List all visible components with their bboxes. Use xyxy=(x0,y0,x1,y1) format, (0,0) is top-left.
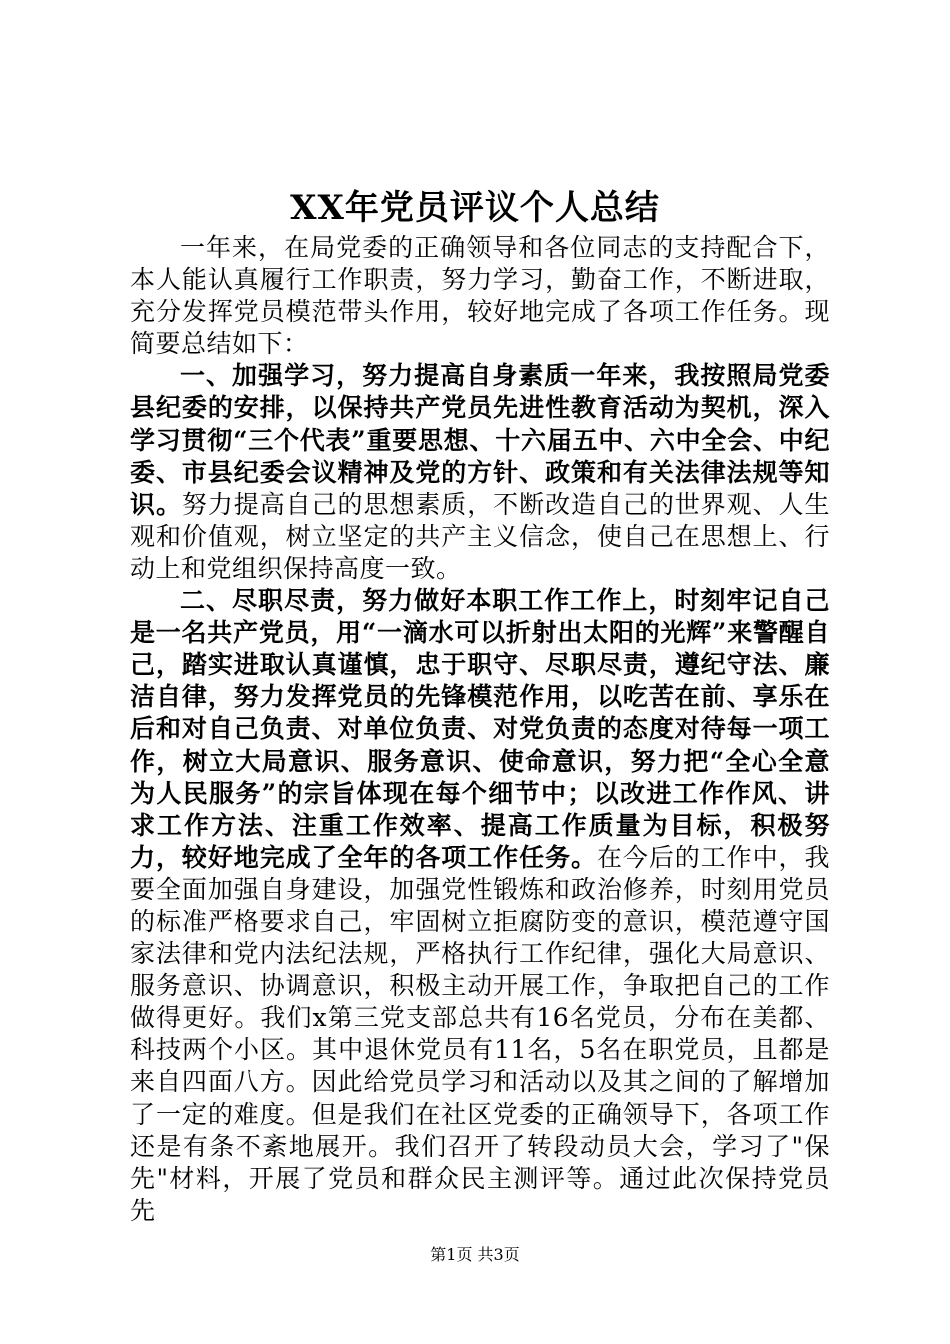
paragraph-text: 努力提高自己的思想素质，不断改造自己的世界观、人生观和价值观，树立坚定的共产主义信念，使自己在思想上、行动上和党组织保持高度一致。 xyxy=(130,489,830,583)
page-number-footer: 第1页 共3页 xyxy=(430,1245,520,1264)
paragraph-lead: 一、加强学习，努力提高自身素质一年来，我按照局党委县纪委的安排，以保持共产党员先进性教育活动为契机，深入学习贯彻“三个代表”重要思想、十六届五中、六中全会、中纪委、市县纪委会议精神及党的方针、政策和有关法律法规等知识。 xyxy=(130,361,830,519)
paragraph-text: 一年来，在局党委的正确领导和各位同志的支持配合下，本人能认真履行工作职责，努力学习，勤奋工作，不断进取，充分发挥党员模范带头作用，较好地完成了各项工作任务。现简要总结如下： xyxy=(130,233,830,359)
paragraph-intro xyxy=(130,232,830,360)
paragraph-text: 在今后的工作中，我要全面加强自身建设，加强党性锻炼和政治修养，时刻用党员的标准严格要求自己，牢固树立拒腐防变的意识，模范遵守国家法律和党内法纪法规，严格执行工作纪律，强化大局意识、服务意识、协调意识，积极主动开展工作，争取把自己的工作做得更好。我们x第三党支部总共有16名党员，分布在美都、科技两个小区。其中退休党员有11名，5名在职党员，且都是来自四面八方。因此给党员学习和活动以及其之间的了解增加了一定的难度。但是我们在社区党委的正确领导下，各项工作还是有条不紊地展开。我们召开了转段动员大会，学习了"保先"材料，开展了党员和群众民主测评等。通过此次保持党员先 xyxy=(130,842,830,1225)
document-body xyxy=(130,232,830,1227)
document-title: XX年党员评议个人总结 xyxy=(290,188,660,228)
paragraph-lead: 二、尽职尽责，努力做好本职工作工作上，时刻牢记自己是一名共产党员，用“一滴水可以折射出太阳的光辉”来警醒自己，踏实进取认真谨慎，忠于职守、尽职尽责，遵纪守法、廉洁自律，努力发挥党员的先锋模范作用，以吃苦在前、享乐在后和对自己负责、对单位负责、对党负责的态度对待每一项工作，树立大局意识、服务意识、使命意识，努力把“全心全意为人民服务”的宗旨体现在每个细节中；以改进工作作风、讲求工作方法、注重工作效率、提高工作质量为目标，积极努力，较好地完成了全年的各项工作任务。 xyxy=(130,586,830,872)
paragraph-section-one xyxy=(130,360,830,585)
paragraph-section-two xyxy=(130,585,830,1227)
